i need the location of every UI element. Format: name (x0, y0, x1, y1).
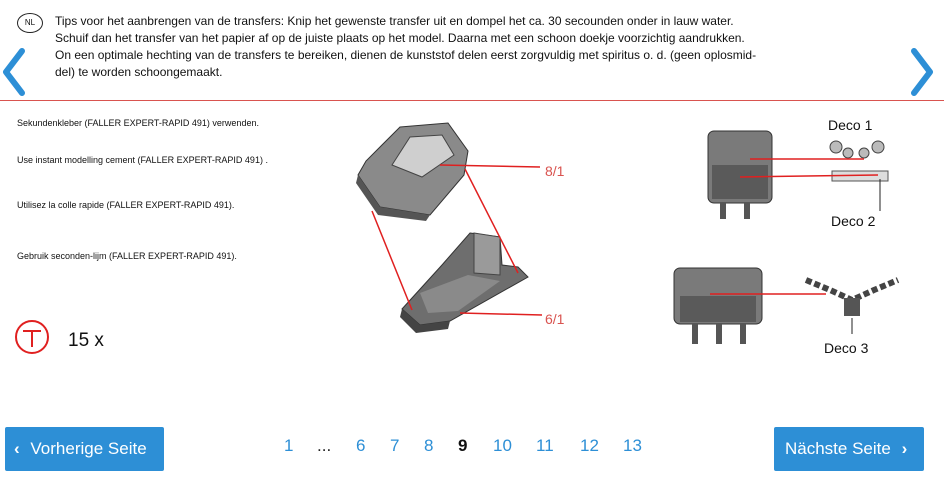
page-link-13[interactable]: 13 (623, 436, 642, 455)
instruction-de: Sekundenkleber (FALLER EXPERT-RAPID 491) verwenden. (17, 118, 259, 128)
previous-arrow-icon[interactable] (0, 47, 30, 97)
transfer-tips-text: Tips voor het aanbrengen van de transfers: Knip het gewenste transfer uit en dompel het ca. 30 secounden onder in lauw water. Schuif dan het transfer van het papier af op de juiste plaats op het model. Daarna met een schoon doekje voorzichtig aandrukken. On een optimale hechting van de transfers te bereiken, dienen de kunststof delen eerst zorgvuldig met spiritus o. d. (geen oplosmid- del) te worden schoongemaakt. (55, 14, 757, 79)
deco-3-illustration (670, 260, 910, 350)
page-link-12[interactable]: 12 (580, 436, 599, 455)
instruction-nl: Gebruik seconden-lijm (FALLER EXPERT-RAPID 491). (17, 251, 237, 261)
page-current-9: 9 (458, 436, 468, 455)
page-link-8[interactable]: 8 (424, 436, 434, 455)
quantity-label: 15 x (68, 330, 104, 351)
next-page-label: Nächste Seite (785, 439, 891, 458)
glue-icon (14, 319, 50, 355)
deco-2-label: Deco 2 (831, 213, 876, 229)
page-link-6[interactable]: 6 (356, 436, 366, 455)
language-badge: NL (17, 13, 43, 33)
deco-1-label: Deco 1 (828, 117, 873, 133)
page-link-7[interactable]: 7 (390, 436, 400, 455)
instruction-en: Use instant modelling cement (FALLER EXPERT-RAPID 491) . (17, 155, 268, 165)
next-page-button[interactable] (774, 427, 924, 471)
page-ellipsis: ... (317, 436, 332, 455)
previous-page-label: Vorherige Seite (30, 439, 147, 458)
deco-3-label: Deco 3 (824, 340, 869, 356)
deco-1-2-illustration (700, 125, 900, 225)
part-number-top: 8/1 (545, 163, 565, 179)
instruction-fr: Utilisez la colle rapide (FALLER EXPERT-RAPID 491). (17, 200, 235, 210)
previous-page-button[interactable] (5, 427, 164, 471)
chevron-right-icon: › (901, 439, 908, 458)
next-arrow-icon[interactable] (906, 47, 936, 97)
page-link-10[interactable]: 10 (493, 436, 512, 455)
chevron-left-icon: ‹ (14, 439, 20, 458)
part-number-bottom: 6/1 (545, 311, 565, 327)
header-divider (0, 100, 944, 101)
page-link-11[interactable]: 11 (536, 436, 554, 455)
page-link-1[interactable]: 1 (284, 436, 294, 455)
